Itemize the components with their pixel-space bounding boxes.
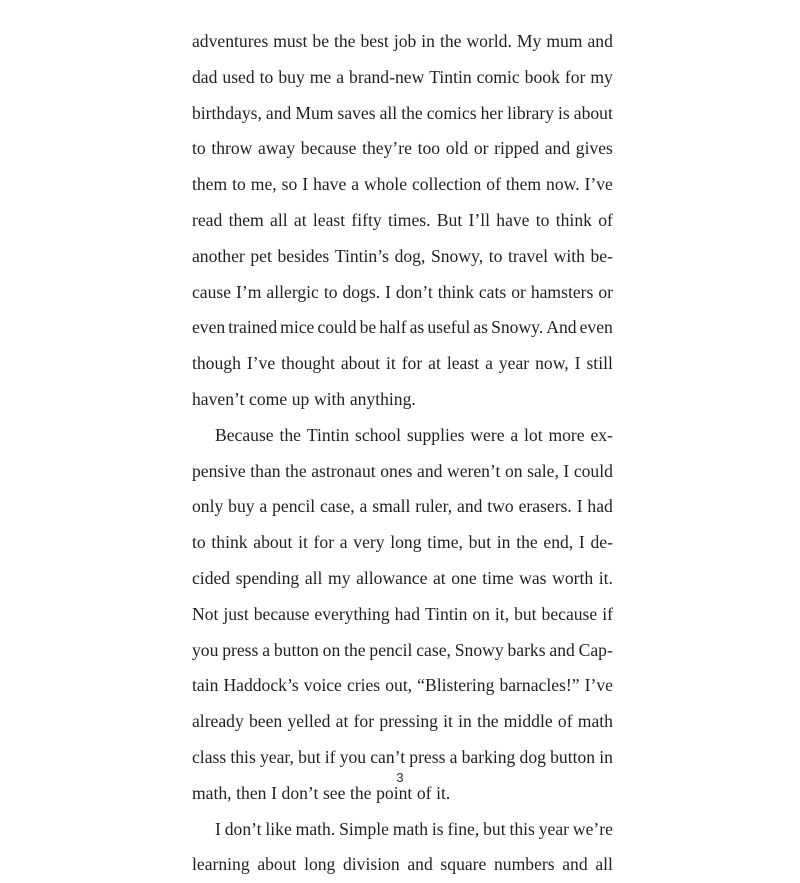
text-line: dad used to buy me a brand-new Tintin comic book for my <box>192 66 613 87</box>
paragraph-1 <box>192 24 613 418</box>
text-line: Because the Tintin school supplies were a lot more ex- <box>215 424 613 445</box>
text-line: class this year, but if you can’t press a barking dog button in <box>192 746 613 767</box>
text-line: Not just because everything had Tintin on it, but because if <box>192 603 613 624</box>
body-text <box>192 24 613 883</box>
text-line: to think about it for a very long time, but in the end, I de- <box>192 532 613 553</box>
text-line: read them all at least fifty times. But I’ll have to think of <box>192 209 613 230</box>
text-line: you press a button on the pencil case, Snowy barks and Cap- <box>192 639 613 660</box>
text-line: only buy a pencil case, a small ruler, and two erasers. I had <box>192 496 613 517</box>
text-line: another pet besides Tintin’s dog, Snowy, to travel with be- <box>192 245 613 266</box>
text-line: cause I’m allergic to dogs. I don’t think cats or hamsters or <box>192 281 613 302</box>
paragraph-2 <box>192 418 613 812</box>
text-line: tain Haddock’s voice cries out, “Blistering barnacles!” I’ve <box>192 675 613 696</box>
text-line: birthdays, and Mum saves all the comics her library is about <box>192 102 613 123</box>
text-line: I don’t like math. Simple math is fine, but this year we’re <box>215 818 613 839</box>
text-line: adventures must be the best job in the world. My mum and <box>192 31 613 51</box>
text-line: learning about long division and square numbers and all <box>192 854 613 875</box>
text-line: pensive than the astronaut ones and weren’t on sale, I could <box>192 460 613 481</box>
text-line: though I’ve thought about it for at least a year now, I still <box>192 353 613 374</box>
text-line: them to me, so I have a whole collection of them now. I’ve <box>192 174 613 195</box>
text-line: cided spending all my allowance at one time was worth it. <box>192 567 613 588</box>
text-line: already been yelled at for pressing it in the middle of math <box>192 711 613 732</box>
text-line: even trained mice could be half as useful as Snowy. And even <box>192 317 613 338</box>
text-line: haven’t come up with anything. <box>192 388 416 409</box>
paragraph-3 <box>192 812 613 883</box>
text-line: to throw away because they’re too old or ripped and gives <box>192 138 613 159</box>
page-number: 3 <box>396 770 404 785</box>
text-line: math, then I don’t see the point of it. <box>192 782 451 803</box>
